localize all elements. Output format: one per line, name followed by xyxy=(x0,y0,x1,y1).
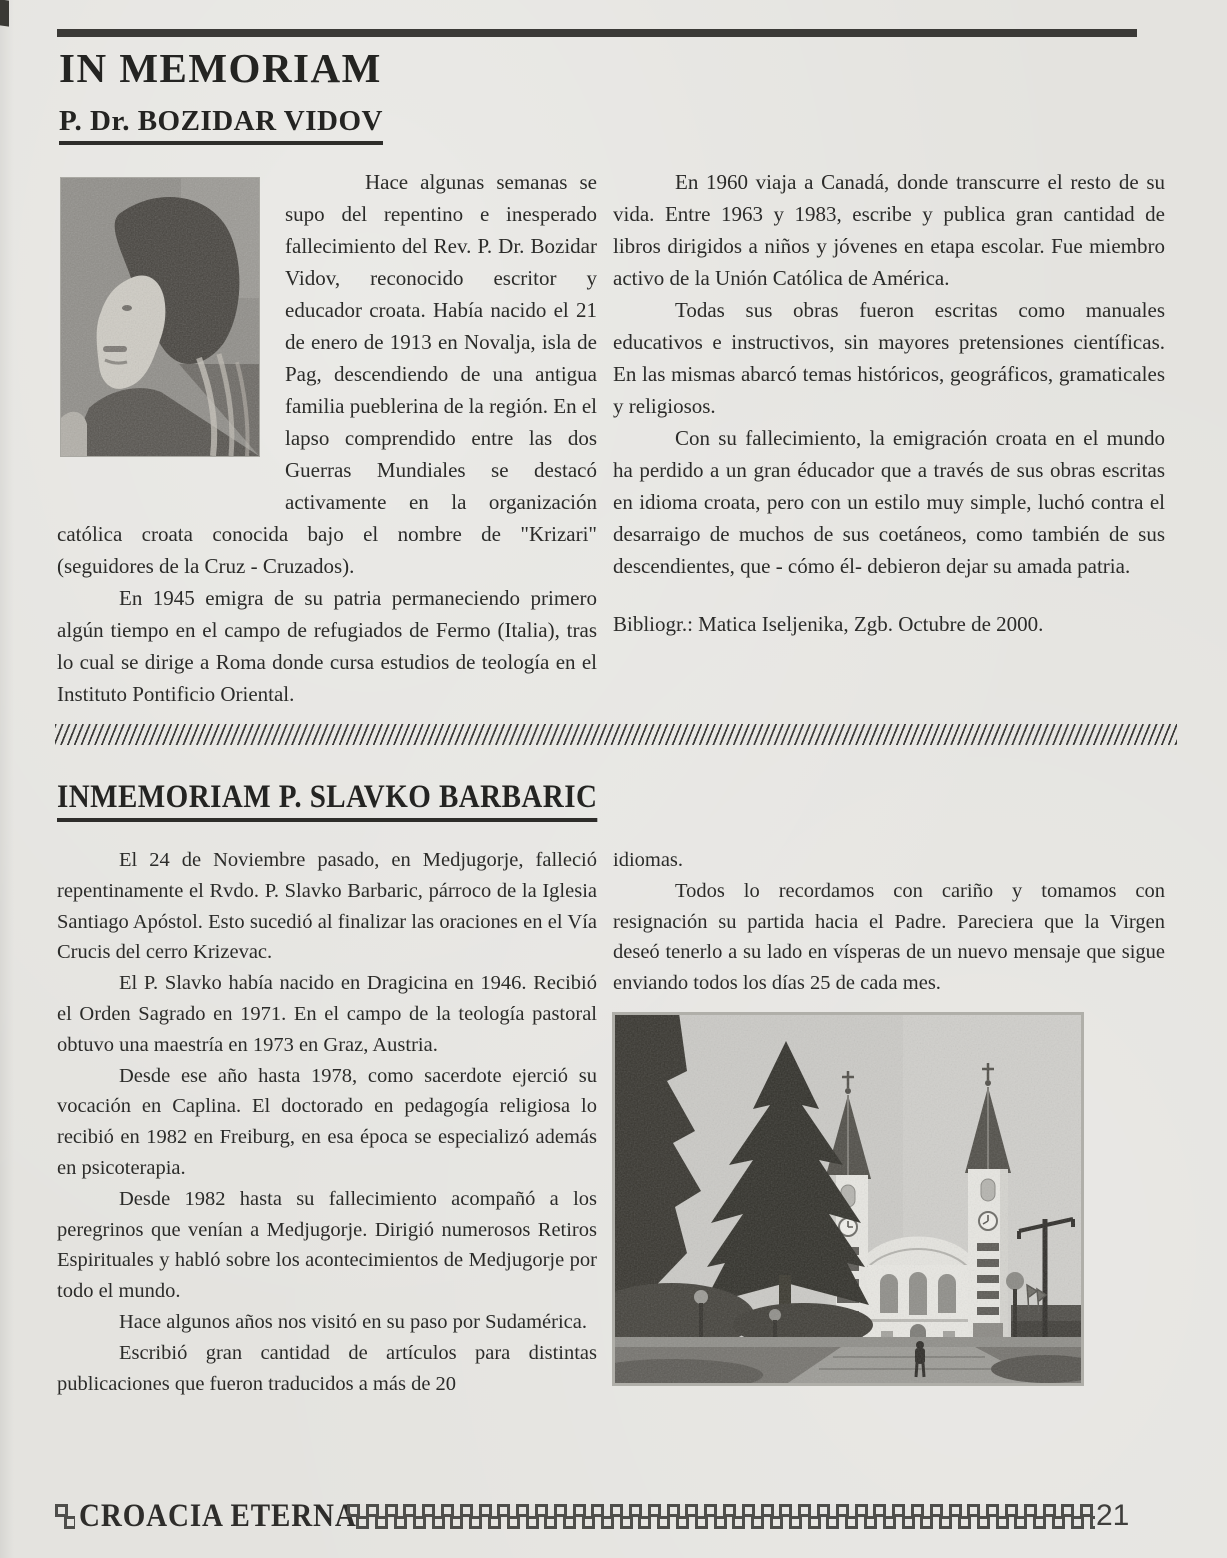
zipper-square xyxy=(958,1516,971,1529)
zipper-square xyxy=(883,1516,896,1529)
footer-brand-wrap xyxy=(79,1497,357,1535)
zipper-square xyxy=(413,1516,426,1529)
zipper-square xyxy=(526,1516,539,1529)
zipper-square xyxy=(488,1516,501,1529)
church-photo xyxy=(613,1013,1083,1385)
zipper-square xyxy=(1090,1516,1095,1529)
church-photo-image xyxy=(613,1013,1083,1385)
zipper-square xyxy=(695,1516,708,1529)
barbaric-paragraph-2: El P. Slavko había nacido en Dragicina en 1946. Recibió el Orden Sagrado en 1971. En el campo de la teología pastoral obtuvo una maestría en 1973 en Graz, Austria. xyxy=(57,972,597,1056)
zipper-square xyxy=(450,1516,463,1529)
zipper-square xyxy=(375,1516,388,1529)
barbaric-left-column xyxy=(57,845,597,1399)
zipper-square xyxy=(732,1516,745,1529)
zipper-square xyxy=(657,1516,670,1529)
page-footer xyxy=(55,1494,1185,1538)
zipper-square xyxy=(64,1516,75,1529)
barbaric-heading: INMEMORIAM P. SLAVKO BARBARIC xyxy=(57,779,597,822)
zipper-square xyxy=(939,1516,952,1529)
zipper-square xyxy=(770,1516,783,1529)
zipper-square xyxy=(544,1516,557,1529)
vidov-paragraph-5: Con su fallecimiento, la emigración croata en el mundo ha perdido a un gran éducador que a través de sus obras escritas en idioma croata, pero con un estilo muy simple, luchó contra el desarraigo de muchos de sus coetáneos, como también de sus descendientes, que - cómo él- debieron dejar su amada patria. xyxy=(613,426,1165,578)
barbaric-paragraph-5: Hace algunos años nos visitó en su paso por Sudamérica. xyxy=(119,1310,587,1333)
footer-brand: CROACIA ETERNA xyxy=(79,1497,357,1534)
slash-divider xyxy=(55,724,1177,745)
barbaric-right-column xyxy=(613,845,1165,1399)
page-title: IN MEMORIAM xyxy=(59,45,382,91)
vidov-article xyxy=(57,166,1165,710)
zipper-square xyxy=(808,1516,821,1529)
priest-portrait-image xyxy=(61,178,259,456)
barbaric-paragraph-6: Escribió gran cantidad de artículos para distintas publicaciones que fueron traducidos a más de 20 xyxy=(57,1341,597,1395)
zipper-square xyxy=(601,1516,614,1529)
zipper-square xyxy=(676,1516,689,1529)
zipper-square xyxy=(996,1516,1009,1529)
priest-portrait-photo xyxy=(61,178,259,456)
barbaric-paragraph-7: idiomas. xyxy=(613,849,684,871)
page-number: 21 xyxy=(1096,1499,1130,1532)
zipper-square xyxy=(751,1516,764,1529)
zipper-square xyxy=(714,1516,727,1529)
vidov-right-column xyxy=(613,166,1165,710)
zipper-square xyxy=(638,1516,651,1529)
barbaric-article xyxy=(57,845,1165,1399)
vidov-paragraph-4: Todas sus obras fueron escritas como manuales educativos e instructivos, sin mayores pretensiones científicas. En las mismas abarcó temas históricos, geográficos, gramaticales y religiosos. xyxy=(613,298,1165,418)
zipper-square xyxy=(394,1516,407,1529)
zipper-square xyxy=(920,1516,933,1529)
zipper-square xyxy=(563,1516,576,1529)
zipper-square xyxy=(356,1516,369,1529)
zipper-square xyxy=(620,1516,633,1529)
zipper-square xyxy=(977,1516,990,1529)
barbaric-paragraph-8: Todos lo recordamos con cariño y tomamos con resignación su partida hacia el Padre. Pareciera que la Virgen deseó tenerlo a su lado en vísperas de un nuevo mensaje que sigue enviando todos los días 25 de cada mes. xyxy=(613,879,1165,995)
zipper-square xyxy=(902,1516,915,1529)
zipper-square xyxy=(469,1516,482,1529)
zipper-square xyxy=(1033,1516,1046,1529)
vidov-paragraph-1: Hace algunas semanas se supo del repentino e inesperado fallecimiento del Rev. P. Dr. Bozidar Vidov, reconocido escritor y educador croata. Había nacido el 21 de enero de 1913 en Novalja, isla de Pag, descendiendo de una antigua familia pueblerina de la región. En el lapso comprendido entre las dos Guerras Mundiales se destacó activamente en la organización católica croata conocida bajo el nombre de "Krizari" (seguidores de la Cruz - Cruzados). xyxy=(57,170,597,578)
zipper-square xyxy=(789,1516,802,1529)
zipper-square xyxy=(864,1516,877,1529)
footer-zipper-lead xyxy=(55,1496,75,1536)
barbaric-paragraph-4: Desde 1982 hasta su fallecimiento acompañó a los peregrinos que venían a Medjugorje. Dirigió numerosos Retiros Espirituales y habló sobre los acontecimientos de Medjugorje por todo el mundo. xyxy=(57,1187,597,1303)
zipper-square xyxy=(1014,1516,1027,1529)
zipper-square xyxy=(1071,1516,1084,1529)
vidov-bibliography: Bibliogr.: Matica Iseljenika, Zgb. Octubre de 2000. xyxy=(613,612,1044,636)
zipper-square xyxy=(845,1516,858,1529)
zipper-square xyxy=(432,1516,445,1529)
zipper-square xyxy=(582,1516,595,1529)
zipper-square xyxy=(1052,1516,1065,1529)
barbaric-paragraph-1: El 24 de Noviembre pasado, en Medjugorje, falleció repentinamente el Rvdo. P. Slavko Barbaric, párroco de la Iglesia Santiago Apóstol. Esto sucedió al finalizar las oraciones en el Vía Crucis del cerro Krizevac. xyxy=(57,849,597,964)
barbaric-paragraph-3: Desde ese año hasta 1978, como sacerdote ejerció su vocación en Caplina. El doctorado en pedagogía religiosa lo recibió en 1982 en Freiburg, en esa época se especializó además en psicoterapia. xyxy=(57,1064,597,1179)
vidov-paragraph-2: En 1945 emigra de su patria permaneciendo primero algún tiempo en el campo de refugiados de Fermo (Italia), tras lo cual se dirige a Roma donde cursa estudios de teología en el Instituto Pontificio Oriental. xyxy=(57,586,597,706)
top-rule xyxy=(57,29,1137,37)
zipper-square xyxy=(826,1516,839,1529)
scan-corner-artifact xyxy=(0,0,9,27)
zipper-square xyxy=(507,1516,520,1529)
vidov-paragraph-3: En 1960 viaja a Canadá, donde transcurre el resto de su vida. Entre 1963 y 1983, escribe y publica gran cantidad de libros dirigidos a niños y jóvenes en etapa escolar. Fue miembro activo de la Unión Católica de América. xyxy=(613,170,1165,290)
vidov-heading: P. Dr. BOZIDAR VIDOV xyxy=(59,105,383,145)
footer-zipper xyxy=(347,1496,1095,1536)
vidov-left-column xyxy=(57,166,597,710)
